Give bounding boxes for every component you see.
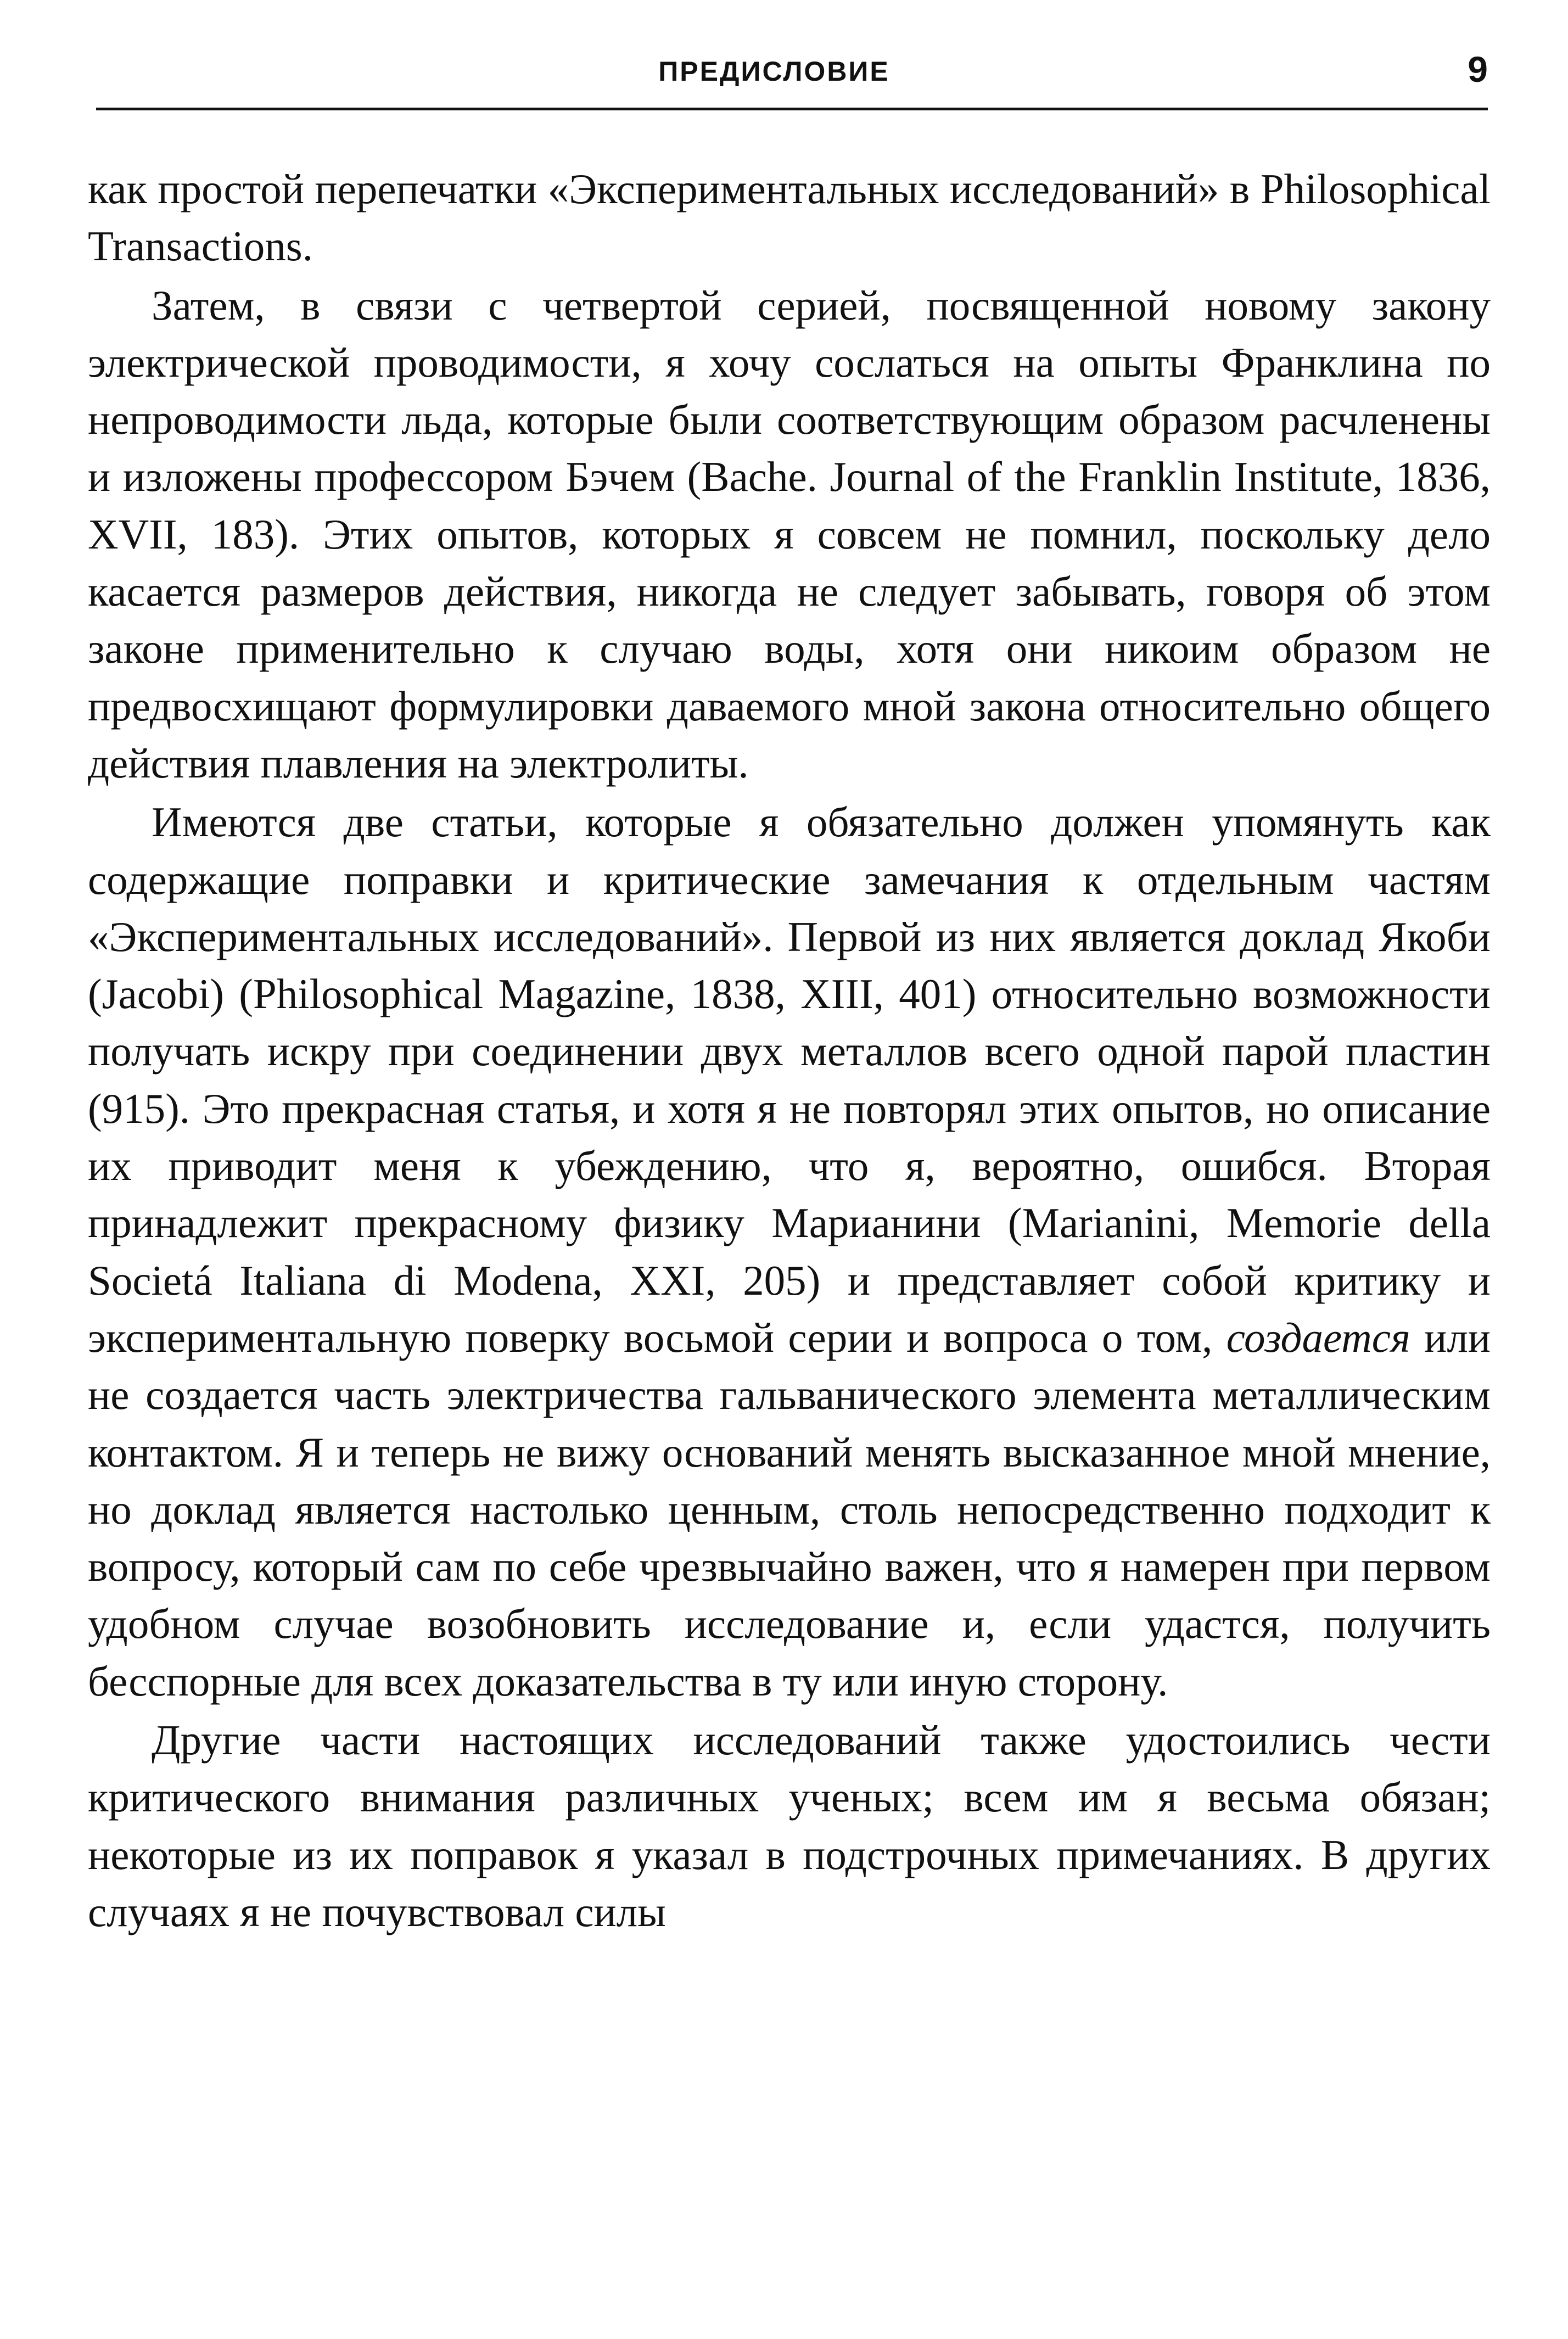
- paragraph-text-after-emphasis: или не создается часть электричества гальванического элемента металлическим контактом. Я и теперь не вижу оснований менять высказанное мной мнение, но доклад является настолько ценным, столь непосредственно подходит к вопросу, который сам по себе чрезвычайно важен, что я намерен при первом удобном случае возобновить исследование и, если удастся, получить бесспорные для всех доказательства в ту или иную сторону.: [88, 1313, 1491, 1705]
- emphasized-word: создается: [1226, 1313, 1410, 1361]
- body-text: [88, 160, 1491, 1942]
- paragraph-text-before-emphasis: Имеются две статьи, которые я обязательно должен упомянуть как содержащие поправки и критические замечания к отдельным частям «Экспериментальных исследований». Первой из них является доклад Якоби (Jacobi) (Philosophical Magazine, 1838, XIII, 401) относительно возможности получать искру при соединении двух металлов всего одной парой пластин (915). Это прекрасная статья, и хотя я не повторял этих опытов, но описание их приводит меня к убеждению, что я, вероятно, ошибся. Вторая принадлежит прекрасному физику Марианини (Marianini, Memorie della Societá Italiana di Modena, XXI, 205) и представляет собой критику и экспериментальную поверку восьмой серии и вопроса о том,: [88, 798, 1491, 1361]
- page-number: 9: [1468, 49, 1488, 89]
- running-title: ПРЕДИСЛОВИЕ: [658, 56, 890, 87]
- paragraph-franklin: Затем, в связи с четвертой серией, посвященной новому закону электрической проводимости, я хочу сослаться на опыты Франклина по непроводимости льда, которые были соответствующим образом расчленены и изложены профессором Бэчем (Bache. Journal of the Franklin Institute, 1836, XVII, 183). Этих опытов, которых я совсем не помнил, поскольку дело касается размеров действия, никогда не следует забывать, говоря об этом законе применительно к случаю воды, хотя они никоим образом не предвосхищают формулировки даваемого мной закона относительно общего действия плавления на электролиты.: [88, 281, 1491, 787]
- paragraph-continuation: как простой перепечатки «Экспериментальных исследований» в Philosophical Transactions.: [88, 165, 1491, 270]
- header-rule: [96, 108, 1488, 110]
- paragraph-other-parts: Другие части настоящих исследований также удостоились чести критического внимания различных ученых; всем им я весьма обязан; некоторые из их поправок я указал в подстрочных примечаниях. В других случаях я не почувствовал силы: [88, 1716, 1491, 1935]
- paragraph-two-articles: [88, 793, 1491, 1710]
